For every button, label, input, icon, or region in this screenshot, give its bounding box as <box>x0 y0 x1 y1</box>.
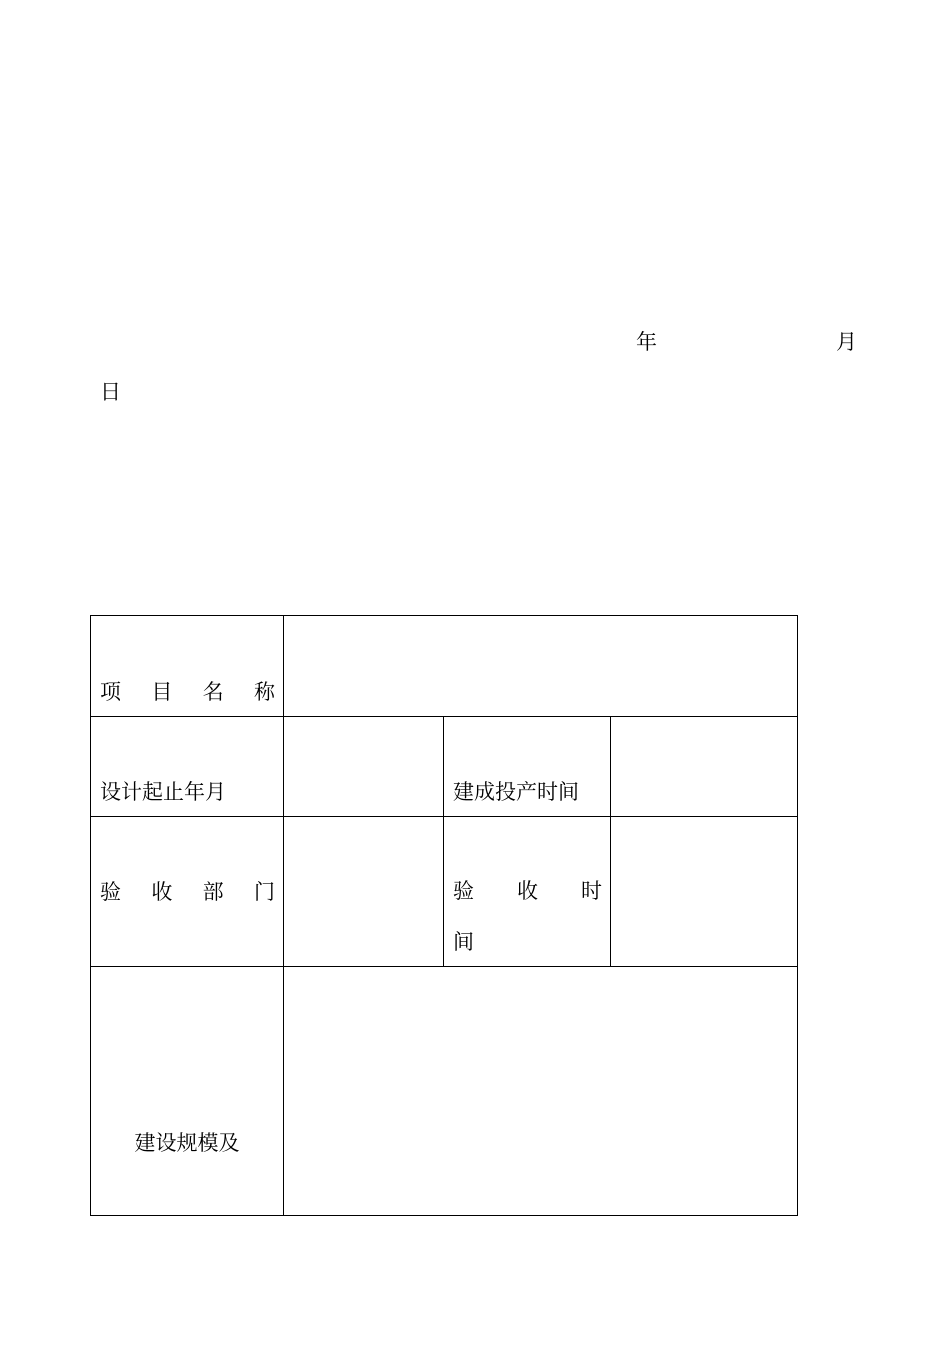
acceptance-dept-label-cell <box>91 817 284 967</box>
table-row <box>91 967 798 1216</box>
table-row <box>91 616 798 717</box>
completion-time-label: 建成投产时间 <box>453 780 579 804</box>
table-row <box>91 817 798 967</box>
completion-time-value-cell[interactable] <box>611 717 798 817</box>
project-name-label: 项 目 名 称 <box>100 680 275 704</box>
date-month-label: 月 <box>836 330 857 354</box>
acceptance-dept-label: 验 收 部 门 <box>100 880 275 904</box>
acceptance-time-value-cell[interactable] <box>611 817 798 967</box>
construction-scale-label-cell <box>91 967 284 1216</box>
acceptance-time-label-cell <box>444 817 611 967</box>
construction-scale-label: 建设规模及 <box>134 1131 240 1155</box>
date-year-label: 年 <box>636 330 657 354</box>
acceptance-time-label: 验 收 时 间 <box>453 879 602 954</box>
project-name-value-cell[interactable] <box>284 616 798 717</box>
design-period-label-cell <box>91 717 284 817</box>
completion-time-label-cell <box>444 717 611 817</box>
construction-scale-value-cell[interactable] <box>284 967 798 1216</box>
design-period-value-cell[interactable] <box>284 717 444 817</box>
project-name-label-cell <box>91 616 284 717</box>
project-info-table <box>90 615 798 1216</box>
date-day-label: 日 <box>100 380 121 404</box>
design-period-label: 设计起止年月 <box>100 780 226 804</box>
acceptance-dept-value-cell[interactable] <box>284 817 444 967</box>
date-line <box>100 322 860 412</box>
table-row <box>91 717 798 817</box>
